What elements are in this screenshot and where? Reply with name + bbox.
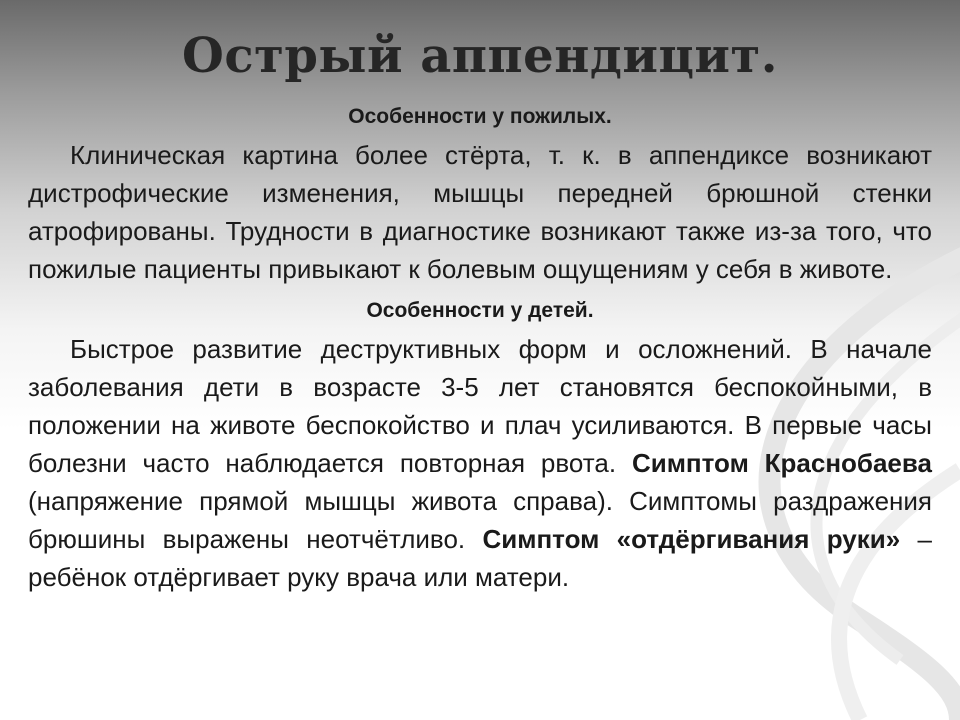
slide-content bbox=[28, 98, 932, 596]
symptom-krasnobaev: Симптом Краснобаева bbox=[631, 448, 932, 478]
children-text-1: Быстрое развитие деструктивных форм и осложнений. В начале заболевания дети в возрасте 3-5 лет становятся беспокойными, в положении на животе беспокойство и плач усиливаются. В первые часы болезни часто наблюдается повторная рвота. bbox=[28, 334, 932, 478]
paragraph-children bbox=[28, 330, 932, 596]
heading-elderly: Особенности у пожилых. bbox=[348, 105, 612, 128]
children-text-2: (напряжение прямой мышцы живота справа). Симптомы раздражения брюшины выражены неотчётливо. bbox=[28, 486, 932, 554]
heading-children: Особенности у детей. bbox=[366, 299, 594, 322]
children-text-3: – ребёнок отдёргивает руку врача или матери. bbox=[28, 524, 932, 592]
slide-title: Острый аппендицит. bbox=[182, 28, 778, 84]
paragraph-elderly: Клиническая картина более стёрта, т. к. в аппендиксе возникают дистрофические изменения, мышцы передней брюшной стенки атрофированы. Трудности в диагностике возникают также из-за того, что пожилые пациенты привыкают к болевым ощущениям у себя в животе. bbox=[28, 140, 932, 284]
symptom-hand-withdrawal: Симптом «отдёргивания руки» bbox=[482, 524, 901, 554]
